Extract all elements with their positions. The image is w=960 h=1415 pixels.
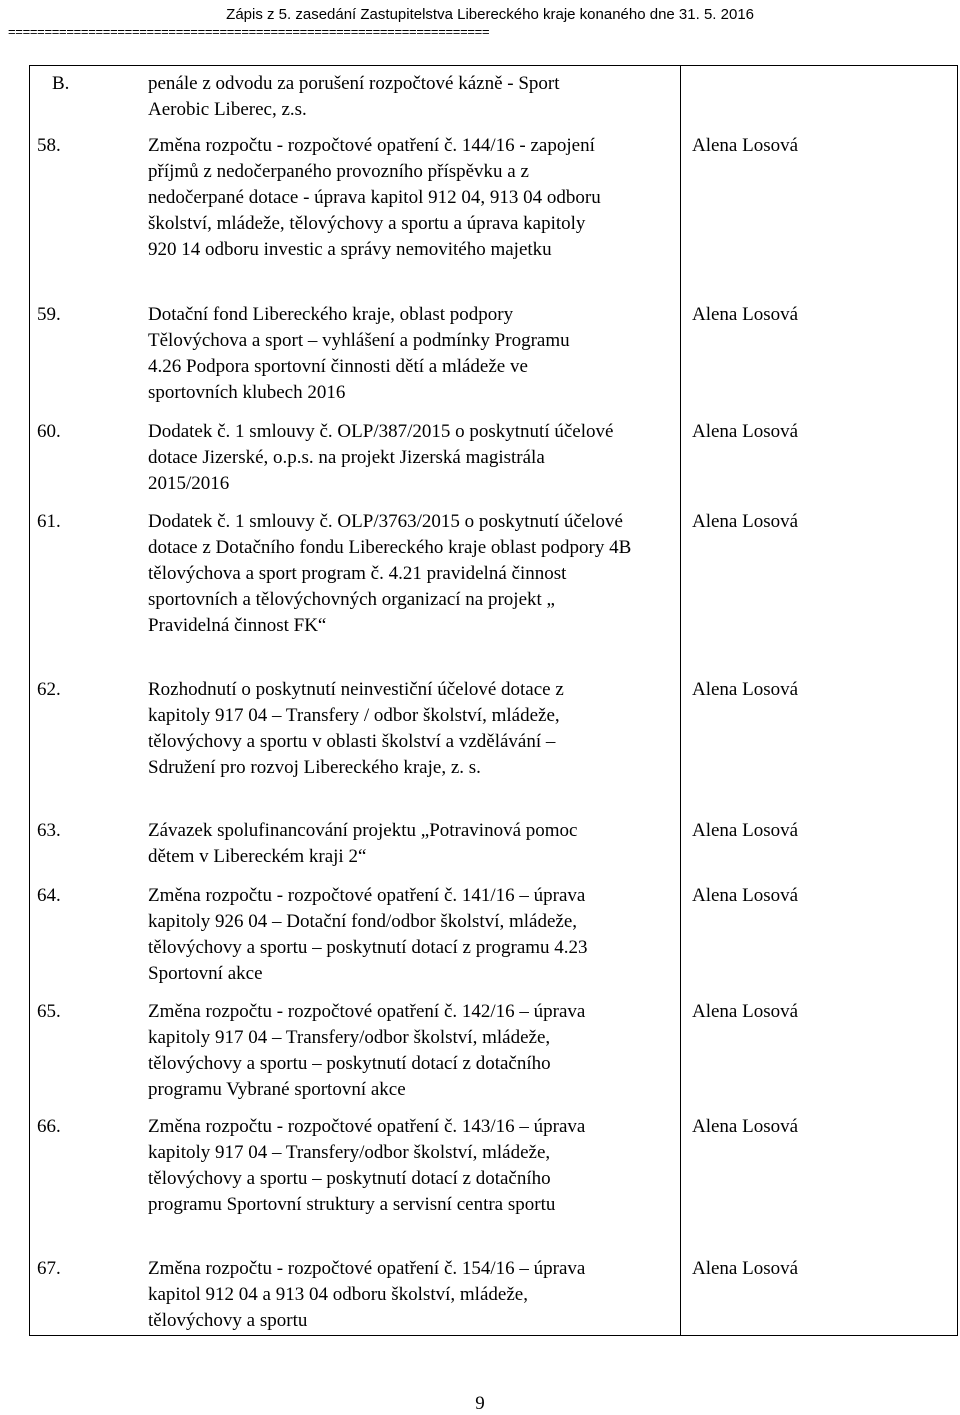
page-number: 9 bbox=[475, 1393, 485, 1414]
item-text: penále z odvodu za porušení rozpočtové kázně - Sport Aerobic Liberec, z.s. bbox=[148, 73, 560, 120]
item-number: 62. bbox=[37, 679, 61, 700]
item-text: Závazek spolufinancování projektu „Potravinová pomoc dětem v Libereckém kraji 2“ bbox=[148, 820, 578, 867]
item-number: 64. bbox=[37, 885, 61, 906]
document-header: Zápis z 5. zasedání Zastupitelstva Libereckého kraje konaného dne 31. 5. 2016 bbox=[226, 6, 754, 23]
item-person: Alena Losová bbox=[692, 1116, 799, 1137]
item-number: 65. bbox=[37, 1001, 61, 1022]
item-number: B. bbox=[52, 73, 70, 94]
item-number: 63. bbox=[37, 820, 61, 841]
header-rule: ================================================================== bbox=[8, 24, 490, 39]
item-text: Změna rozpočtu - rozpočtové opatření č. 144/16 - zapojení příjmů z nedočerpaného provozního příspěvku a z nedočerpané dotace - úprava kapitol 912 04, 913 04 odboru školství, mládeže, tělovýchovy a sportu a úprava kapitoly 920 14 odboru investic a správy nemovitého majetku bbox=[148, 135, 601, 260]
item-person: Alena Losová bbox=[692, 421, 799, 442]
item-text: Dodatek č. 1 smlouvy č. OLP/387/2015 o poskytnutí účelové dotace Jizerské, o.p.s. na projekt Jizerská magistrála 2015/2016 bbox=[148, 421, 614, 494]
item-text: Dodatek č. 1 smlouvy č. OLP/3763/2015 o poskytnutí účelové dotace z Dotačního fondu Libereckého kraje oblast podpory 4B tělovýchova a sport program č. 4.21 pravidelná činnost sportovních a tělovýchovných organizací na projekt „ Pravidelná činnost FK“ bbox=[148, 511, 632, 636]
item-person: Alena Losová bbox=[692, 135, 799, 156]
agenda-table bbox=[29, 65, 958, 1336]
item-person: Alena Losová bbox=[692, 304, 799, 325]
item-number: 59. bbox=[37, 304, 61, 325]
item-text: Změna rozpočtu - rozpočtové opatření č. 141/16 – úprava kapitoly 926 04 – Dotační fond/odbor školství, mládeže, tělovýchovy a sportu – poskytnutí dotací z programu 4.23 Sportovní akce bbox=[148, 885, 588, 984]
item-number: 58. bbox=[37, 135, 61, 156]
item-person: Alena Losová bbox=[692, 820, 799, 841]
column-divider bbox=[680, 66, 681, 1335]
item-number: 67. bbox=[37, 1258, 61, 1279]
item-text: Dotační fond Libereckého kraje, oblast podpory Tělovýchova a sport – vyhlášení a podmínky Programu 4.26 Podpora sportovní činnosti dětí a mládeže ve sportovních klubech 2016 bbox=[148, 304, 570, 403]
item-number: 60. bbox=[37, 421, 61, 442]
item-number: 66. bbox=[37, 1116, 61, 1137]
item-text: Rozhodnutí o poskytnutí neinvestiční účelové dotace z kapitoly 917 04 – Transfery / odbor školství, mládeže, tělovýchovy a sportu v oblasti školství a vzdělávání – Sdružení pro rozvoj Libereckého kraje, z. s. bbox=[148, 679, 564, 778]
item-text: Změna rozpočtu - rozpočtové opatření č. 143/16 – úprava kapitoly 917 04 – Transfery/odbor školství, mládeže, tělovýchovy a sportu – poskytnutí dotací z dotačního programu Sportovní struktury a servisní centra sportu bbox=[148, 1116, 586, 1215]
item-number: 61. bbox=[37, 511, 61, 532]
item-text: Změna rozpočtu - rozpočtové opatření č. 154/16 – úprava kapitol 912 04 a 913 04 odboru školství, mládeže, tělovýchovy a sportu bbox=[148, 1258, 586, 1331]
item-text: Změna rozpočtu - rozpočtové opatření č. 142/16 – úprava kapitoly 917 04 – Transfery/odbor školství, mládeže, tělovýchovy a sportu – poskytnutí dotací z dotačního programu Vybrané sportovní akce bbox=[148, 1001, 586, 1100]
item-person: Alena Losová bbox=[692, 885, 799, 906]
item-person: Alena Losová bbox=[692, 1258, 799, 1279]
item-person: Alena Losová bbox=[692, 511, 799, 532]
item-person: Alena Losová bbox=[692, 1001, 799, 1022]
item-person: Alena Losová bbox=[692, 679, 799, 700]
